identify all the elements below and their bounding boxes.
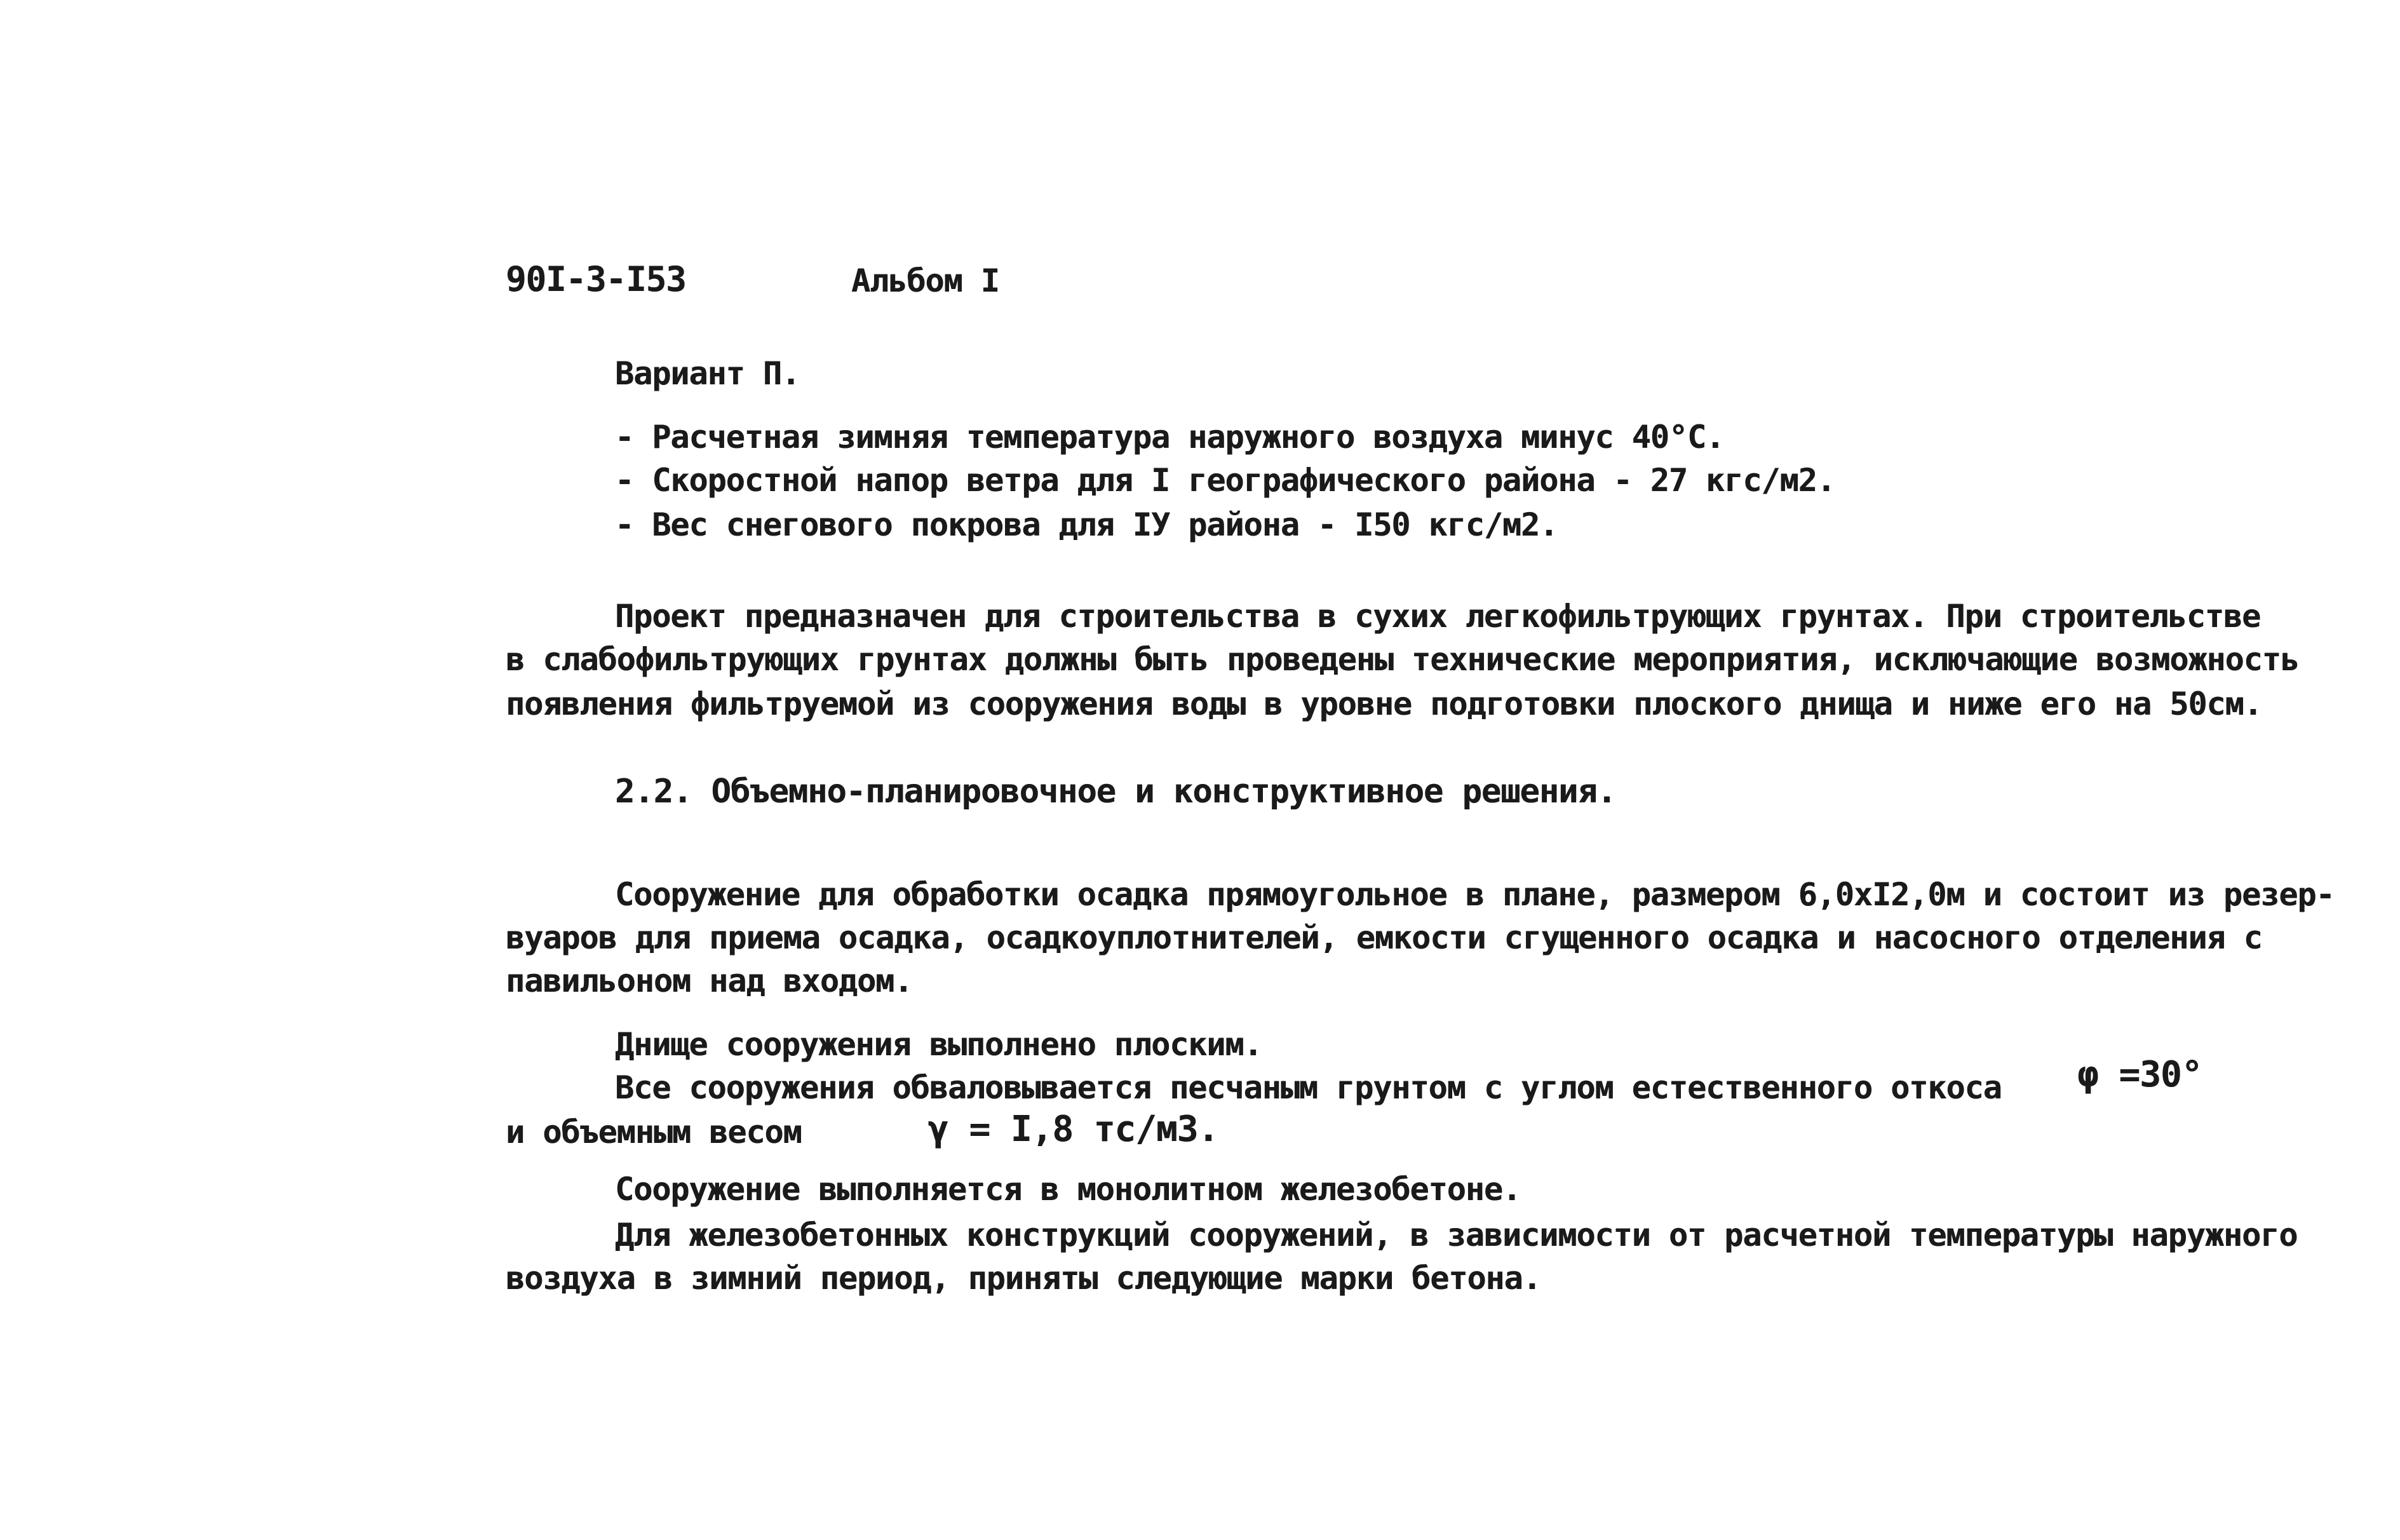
paragraph2-line2: вуаров для приема осадка, осадкоуплотнителей, емкости сгущенного осадка и насосного отделения с [506,919,2262,956]
paragraph1-line2: в слабофильтрующих грунтах должны быть проведены технические мероприятия, исключающие возможность [506,641,2299,678]
bullet-wind: - Скоростной напор ветра для I географического района - 27 кгс/м2. [615,462,1835,499]
bullet-temperature: - Расчетная зимняя температура наружного воздуха минус 40°С. [615,419,1725,456]
variant-title: Вариант П. [615,355,800,392]
paragraph2-line3: павильоном над входом. [506,962,913,999]
bullet-snow: - Вес снегового покрова для IУ района - I50 кгс/м2. [615,506,1558,543]
paragraph4-line1: Все сооружения обваловывается песчаным грунтом с углом естественного откоса [615,1069,2002,1106]
angle-formula: φ =30° [2077,1054,2202,1095]
paragraph4-line2: и объемным весом [506,1114,802,1151]
paragraph6-line2: воздуха в зимний период, приняты следующие марки бетона. [506,1260,1541,1297]
paragraph2-line1: Сооружение для обработки осадка прямоугольное в плане, размером 6,0хI2,0м и состоит из резер- [615,876,2335,913]
album-label: Альбом I [851,262,999,299]
paragraph5: Сооружение выполняется в монолитном железобетоне. [615,1171,1521,1208]
document-code: 90I-3-I53 [506,259,686,299]
weight-formula: γ = I,8 тс/м3. [927,1109,1219,1150]
paragraph1-line1: Проект предназначен для строительства в сухих легкофильтрующих грунтах. При строительстве [615,598,2261,635]
section-heading: 2.2. Объемно-планировочное и конструктивное решения. [615,773,1616,811]
paragraph1-line3: появления фильтруемой из сооружения воды в уровне подготовки плоского днища и ниже его на 50см. [506,686,2262,722]
paragraph6-line1: Для железобетонных конструкций сооружений, в зависимости от расчетной температуры наружного [615,1217,2298,1253]
paragraph3: Днище сооружения выполнено плоским. [615,1026,1262,1063]
